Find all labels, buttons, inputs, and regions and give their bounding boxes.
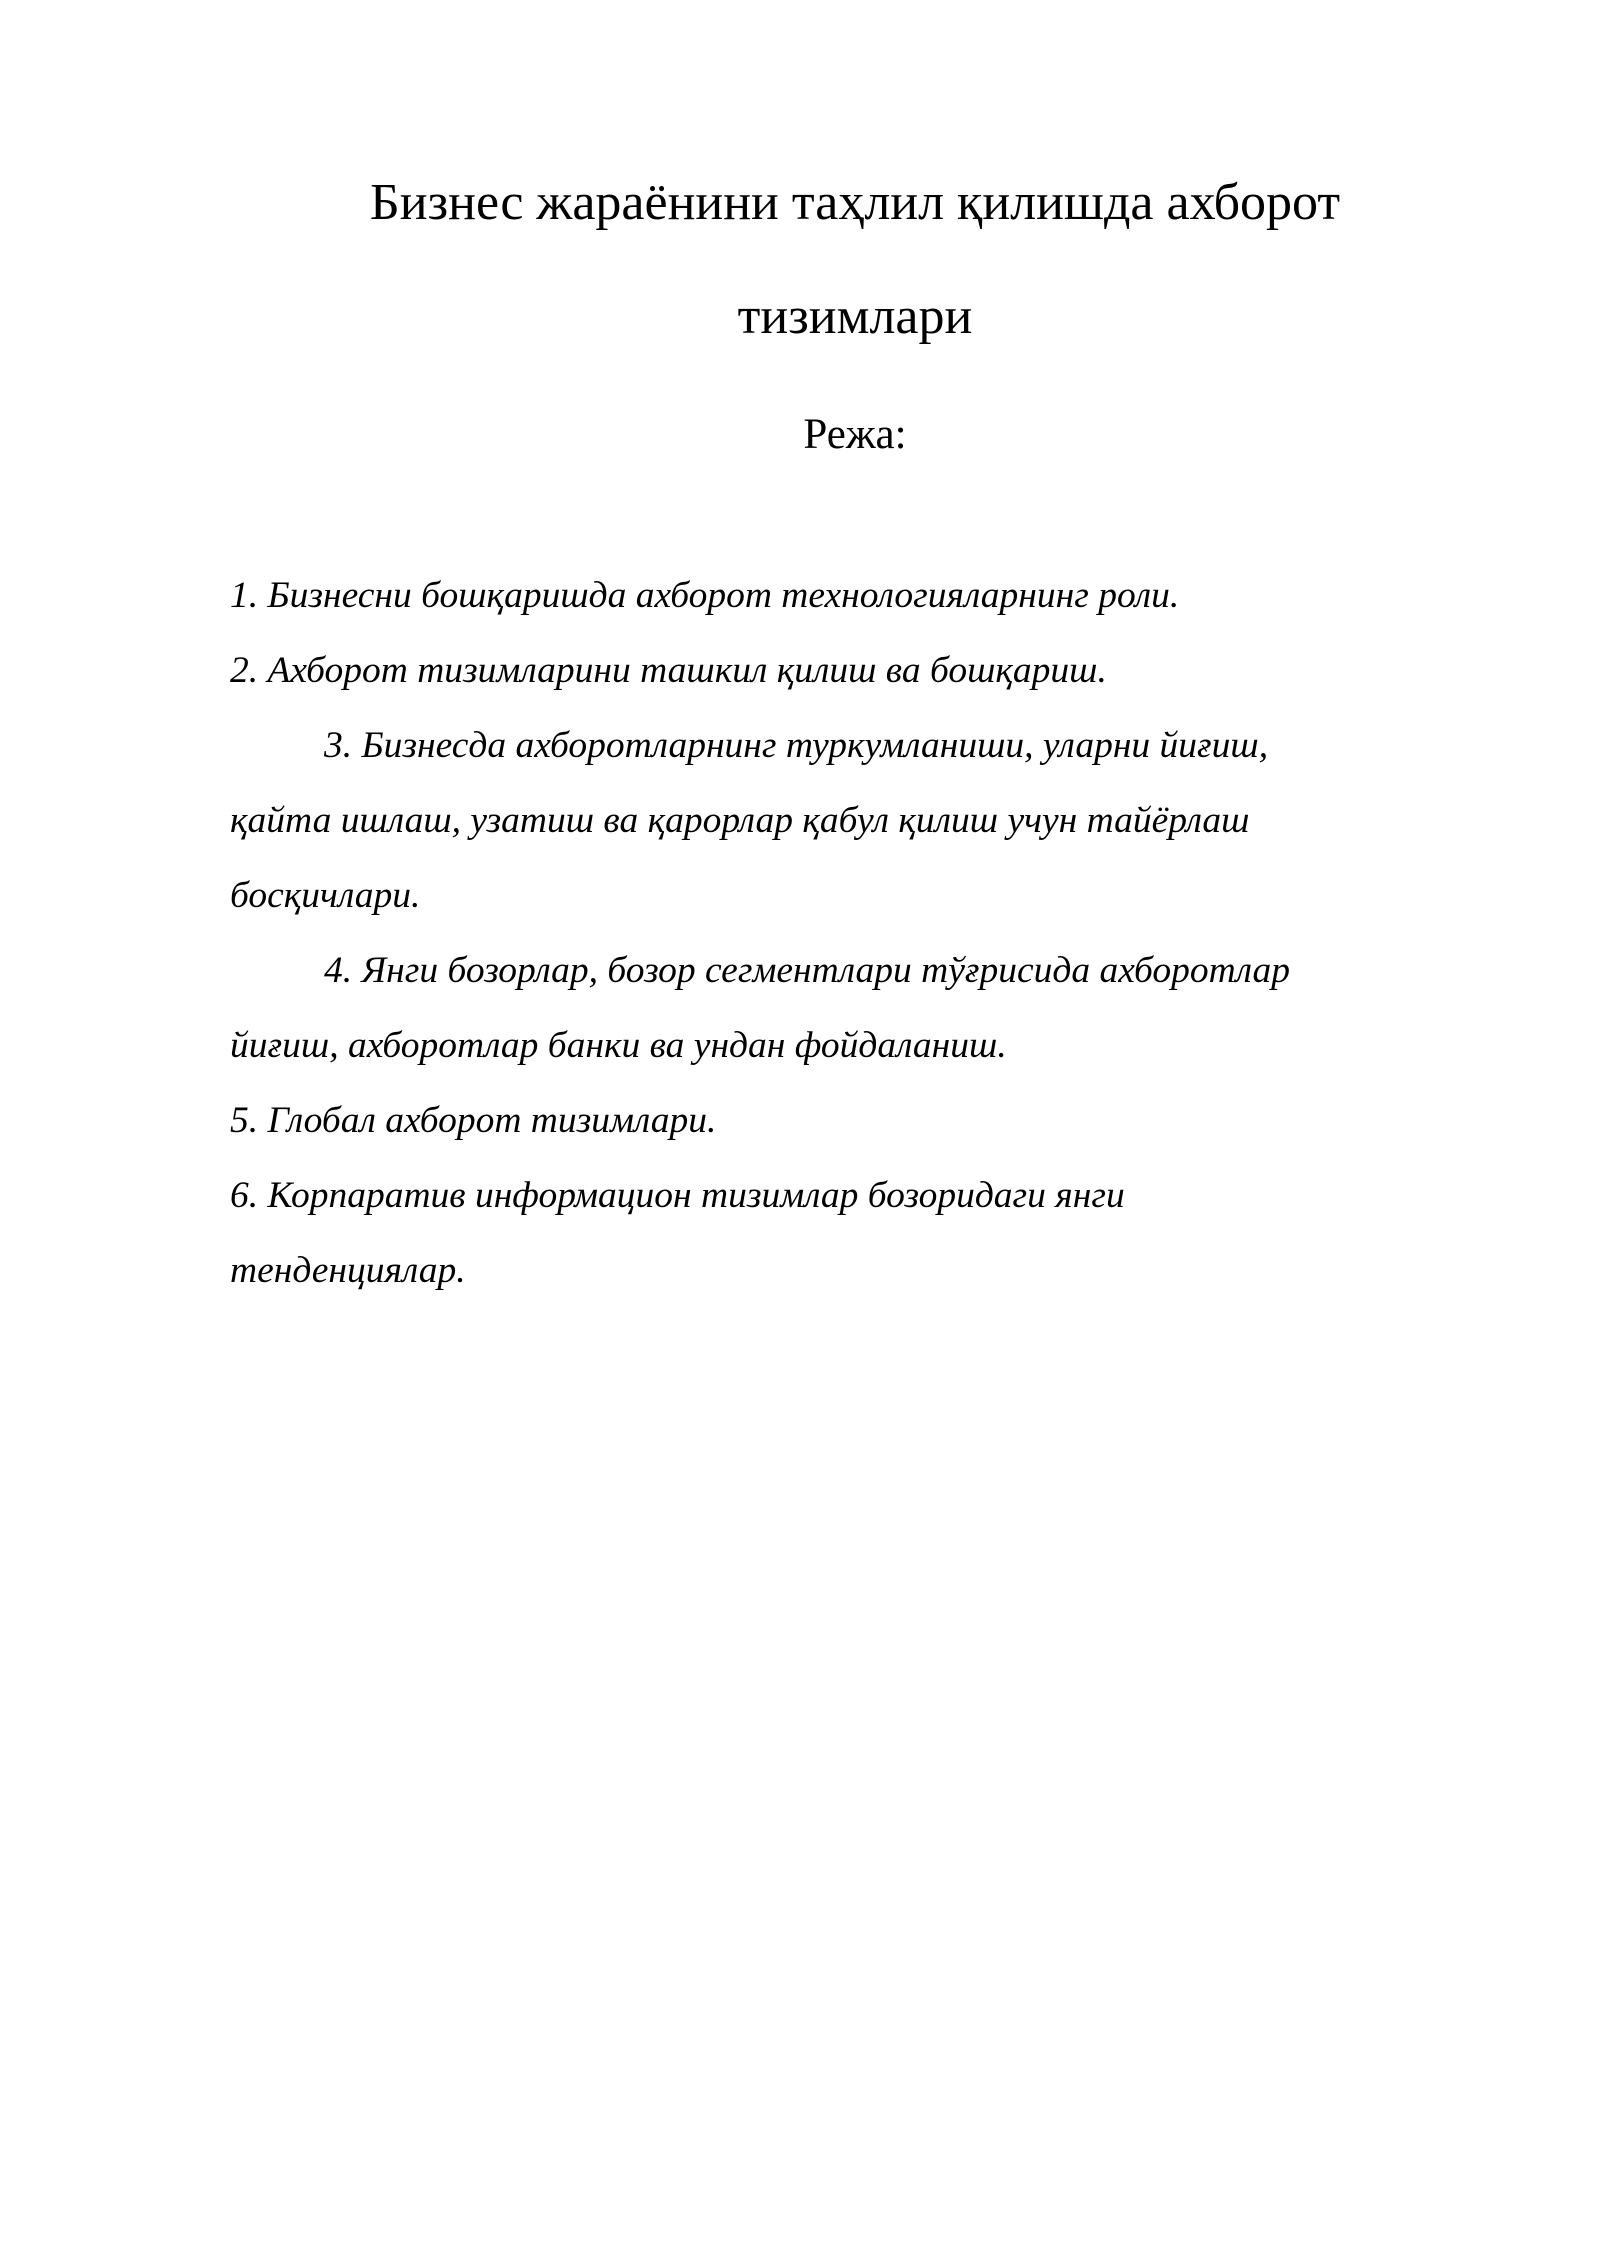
plan-item-5-line-1: 5. Глобал ахборот тизимлари. <box>230 1100 717 1141</box>
plan-item-2-line-1: 2. Ахборот тизимларини ташкил қилиш ва бошқариш. <box>230 650 1107 691</box>
plan-heading: Режа: <box>803 411 907 458</box>
document-title-line-2: тизимлари <box>737 288 973 345</box>
plan-item-3-line-3: босқичлари. <box>230 875 421 916</box>
plan-item-4 <box>230 933 1480 1083</box>
plan-item-4-line-1: 4. Янги бозорлар, бозор сегментлари тўғрисида ахборотлар <box>324 950 1290 991</box>
plan-item-3-line-2: қайта ишлаш, узатиш ва қарорлар қабул қилиш учун тайёрлаш <box>230 800 1250 841</box>
document-title <box>230 146 1480 374</box>
plan-list <box>230 558 1480 1308</box>
plan-item-1-line-1: 1. Бизнесни бошқаришда ахборот технологияларнинг роли. <box>230 575 1180 616</box>
plan-item-3 <box>230 708 1480 933</box>
plan-item-6-line-1: 6. Корпаратив информацион тизимлар бозоридаги янги <box>230 1175 1125 1216</box>
plan-item-3-line-1: 3. Бизнесда ахборотларнинг туркумланиши, уларни йиғиш, <box>324 725 1269 766</box>
plan-item-2 <box>230 633 1480 708</box>
plan-item-4-line-2: йиғиш, ахборотлар банки ва ундан фойдаланиш. <box>230 1025 1007 1066</box>
plan-item-6 <box>230 1158 1480 1308</box>
plan-item-1 <box>230 558 1480 633</box>
plan-item-5 <box>230 1083 1480 1158</box>
document-title-line-1: Бизнес жараёнини таҳлил қилишда ахборот <box>369 174 1341 231</box>
plan-item-6-line-2: тенденциялар. <box>230 1250 466 1291</box>
